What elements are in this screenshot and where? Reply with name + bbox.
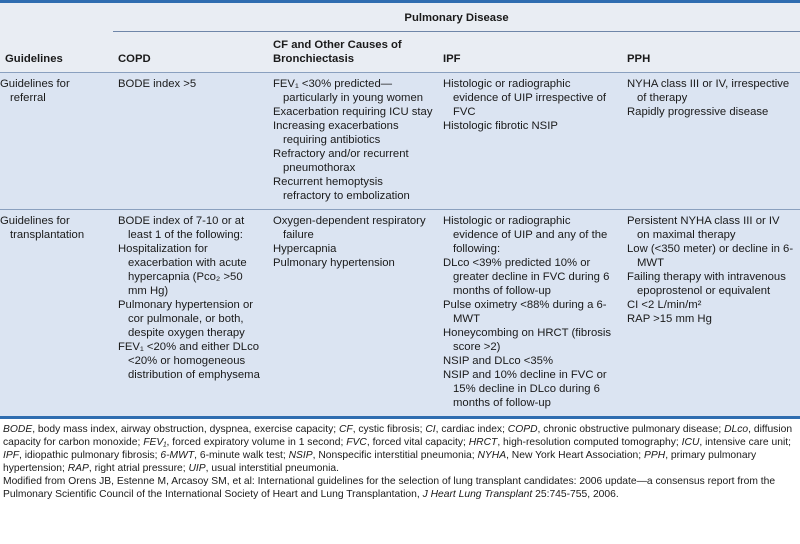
- abbreviations-note: BODE, body mass index, airway obstruction, dyspnea, exercise capacity; CF, cystic fibrosis; CI, cardiac index; COPD, chronic obstructive pulmonary disease; DLco, diffusion capacity for carbon monoxide; FEV₁, forced expiratory volume in 1 second; FVC, forced vital capacity; HRCT, high-resolution computed tomography; ICU, intensive care unit; IPF, idiopathic pulmonary fibrosis; 6-MWT, 6-minute walk test; NSIP, Nonspecific interstitial pneumonia; NYHA, New York Heart Association; PPH, primary pulmonary hypertension; RAP, right atrial pressure; UIP, usual interstitial pneumonia.: [3, 424, 793, 474]
- criterion: Histologic or radiographic evidence of UIP and any of the following:: [443, 215, 608, 255]
- criterion: BODE index of 7-10 or at least 1 of the following:: [118, 215, 245, 241]
- criterion: Honeycombing on HRCT (fibrosis score >2): [443, 327, 612, 353]
- criterion: Pulmonary hypertension: [273, 257, 395, 269]
- criterion: Histologic fibrotic NSIP: [443, 120, 558, 132]
- criterion: Hypercapnia: [273, 243, 337, 255]
- col-header-copd: COPD: [113, 32, 268, 73]
- criterion: BODE index >5: [118, 78, 197, 90]
- row-label: Guidelines for transplantation: [0, 210, 113, 418]
- footnotes: [0, 419, 800, 501]
- cell-cf: [268, 73, 438, 210]
- row-label: Guidelines for referral: [0, 73, 113, 210]
- cell-pph: [622, 73, 800, 210]
- criterion: DLco <39% predicted 10% or greater decline in FVC during 6 months of follow-up: [443, 257, 610, 297]
- criterion: Histologic or radiographic evidence of UIP irrespective of FVC: [443, 78, 607, 118]
- col-header-pph: PPH: [622, 32, 800, 73]
- col-header-cf: CF and Other Causes of Bronchiectasis: [268, 32, 438, 73]
- col-header-guidelines: Guidelines: [5, 53, 63, 65]
- cell-copd: [113, 73, 268, 210]
- criterion: NSIP and 10% decline in FVC or 15% decline in DLco during 6 months of follow-up: [443, 369, 607, 409]
- criterion: Pulmonary hypertension or cor pulmonale, or both, despite oxygen therapy: [118, 299, 254, 339]
- header-spacer: [0, 2, 113, 32]
- criterion: Exacerbation requiring ICU stay: [273, 106, 433, 118]
- cell-cf: [268, 210, 438, 418]
- criterion: Refractory and/or recurrent pneumothorax: [273, 148, 409, 174]
- table-row: [0, 210, 800, 418]
- criterion: FEV₁ <20% and either DLco <20% or homogeneous distribution of emphysema: [118, 341, 260, 381]
- criterion: Pulse oximetry <88% during a 6-MWT: [443, 299, 607, 325]
- group-header: Pulmonary Disease: [113, 2, 800, 32]
- source-note: Modified from Orens JB, Estenne M, Arcasoy SM, et al: International guidelines for the selection of lung transplant candidates: 2006 update—a consensus report from the Pulmonary Scientific Council of the International Society of Heart and Lung Transplantation, J Heart Lung Transplant 25:745-755, 2006.: [3, 476, 776, 500]
- col-header-ipf: IPF: [438, 32, 622, 73]
- criterion: Low (<350 meter) or decline in 6-MWT: [627, 243, 794, 269]
- criterion: Recurrent hemoptysis refractory to embolization: [273, 176, 410, 202]
- criterion: Rapidly progressive disease: [627, 106, 769, 118]
- cell-copd: [113, 210, 268, 418]
- criterion: Failing therapy with intravenous epoprostenol or equivalent: [627, 271, 786, 297]
- criterion: Persistent NYHA class III or IV on maximal therapy: [627, 215, 780, 241]
- criterion: NSIP and DLco <35%: [443, 355, 554, 367]
- cell-ipf: [438, 73, 622, 210]
- criterion: Increasing exacerbations requiring antibiotics: [273, 120, 399, 146]
- criterion: Hospitalization for exacerbation with acute hypercapnia (Pco₂ >50 mm Hg): [118, 243, 247, 297]
- criterion: RAP >15 mm Hg: [627, 313, 712, 325]
- table-row: [0, 73, 800, 210]
- criterion: NYHA class III or IV, irrespective of therapy: [627, 78, 790, 104]
- cell-ipf: [438, 210, 622, 418]
- criterion: Oxygen-dependent respiratory failure: [273, 215, 426, 241]
- criterion: FEV₁ <30% predicted—particularly in young women: [273, 78, 424, 104]
- criterion: CI <2 L/min/m²: [627, 299, 702, 311]
- cell-pph: [622, 210, 800, 418]
